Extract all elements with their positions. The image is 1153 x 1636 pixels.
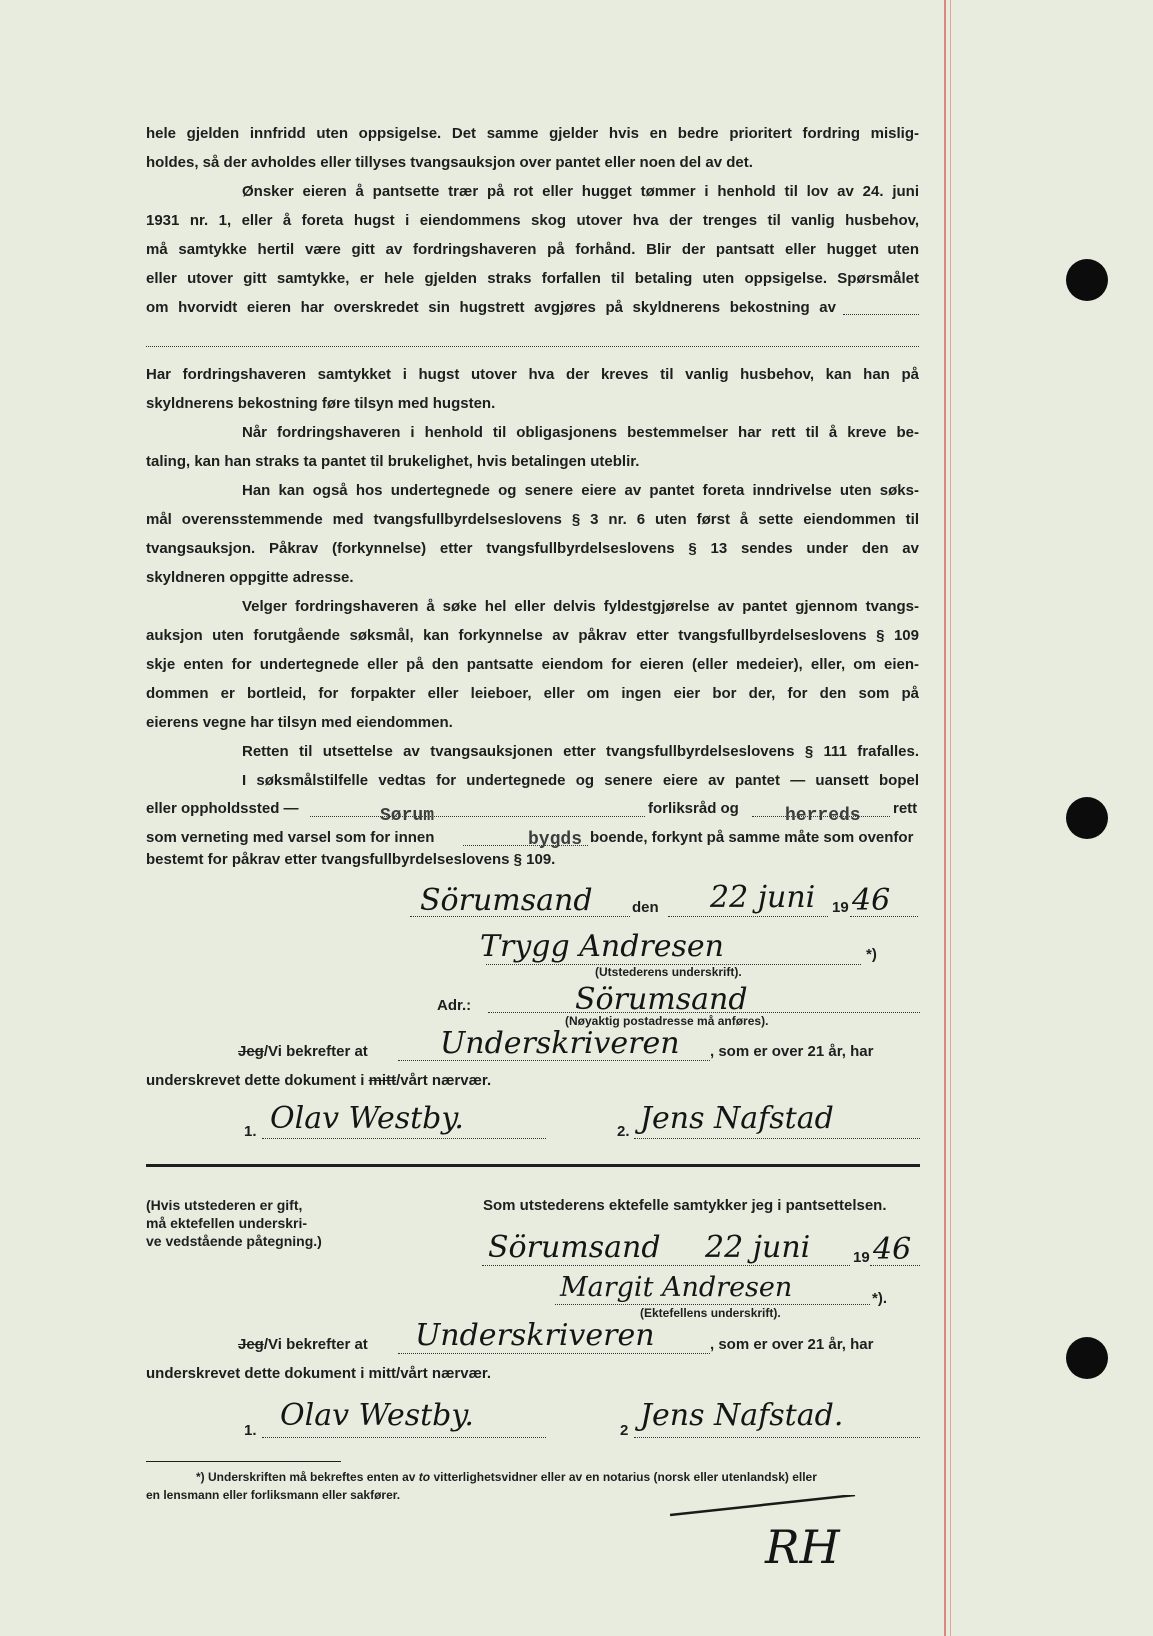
body-line: Han kan også hos undertegnede og senere eiere av pantet foreta inndrivelse uten søks- <box>242 482 919 499</box>
spouse-note-2: må ektefellen underskri- <box>146 1215 308 1231</box>
body-line: tvangsauksjon. Påkrav (forkynnelse) etter tvangsfullbyrdelseslovens § 13 sendes under den av <box>146 540 919 557</box>
asterisk-mark: *) <box>866 946 877 963</box>
stamp-herreds: herreds <box>785 806 861 826</box>
jeg-struck: Jeg <box>238 1043 264 1060</box>
spouse-signature: Margit Andresen <box>560 1272 793 1303</box>
adr-label: Adr.: <box>437 997 472 1014</box>
fill-line <box>668 915 828 917</box>
witness1-sig2: Jens Nafstad <box>640 1101 834 1136</box>
witness1-number-2: 2. <box>617 1123 630 1140</box>
spouse-year-suffix: 46 <box>873 1232 912 1267</box>
jeg-struck: Jeg <box>238 1336 264 1353</box>
spouse-caption: (Ektefellens underskrift). <box>640 1306 781 1320</box>
footnote-text: vitterlighetsvidner eller av en notarius (norsk eller utenlandsk) eller <box>433 1470 817 1484</box>
footnote-to: to <box>418 1470 431 1484</box>
body-line: I søksmålstilfelle vedtas for undertegnede og senere eiere av pantet — uansett bopel <box>242 772 919 789</box>
spouse-note-3: ve vedstående påtegning.) <box>146 1233 322 1249</box>
body-line: Ønsker eieren å pantsette trær på rot eller hugget tømmer i henhold til lov av 24. juni <box>242 183 919 200</box>
issuer-signature: Trygg Andresen <box>480 929 724 964</box>
body-line: eierens vegne har tilsyn med eiendommen. <box>146 714 453 731</box>
fill-line <box>410 915 630 917</box>
fill-line <box>310 815 645 817</box>
forliksrad-label: forliksråd og <box>648 800 739 817</box>
year-prefix: 19 <box>832 899 849 916</box>
punch-hole-middle <box>1066 797 1108 839</box>
address-value: Sörumsand <box>575 982 748 1017</box>
body-line: skyldneren oppgitte adresse. <box>146 569 354 586</box>
fill-line <box>262 1436 546 1438</box>
body-line: mål overensstemmende med tvangsfullbyrdelseslovens § 3 nr. 6 uten først å sette eiendommen til <box>146 511 919 528</box>
witness2-signed-by: Underskriveren <box>415 1318 655 1353</box>
witness2-over21: , som er over 21 år, har <box>710 1336 874 1353</box>
initials: RH <box>765 1520 840 1574</box>
witness1-underskrevet <box>146 1072 491 1089</box>
mitt-struck: mitt <box>368 1072 397 1089</box>
boende-label: boende, forkynt på samme måte som ovenfor <box>590 829 914 846</box>
signing-place: Sörumsand <box>420 883 593 918</box>
body-line: 1931 nr. 1, eller å foreta hugst i eiendommens skog utover hva der trenges til vanlig husbehov, <box>146 212 919 229</box>
fill-line <box>850 915 918 917</box>
address-caption: (Nøyaktig postadresse må anføres). <box>565 1014 769 1028</box>
punch-hole-top <box>1066 259 1108 301</box>
issuer-caption: (Utstederens underskrift). <box>595 965 742 979</box>
stamp-bygds: bygds <box>528 830 583 850</box>
body-line: skyldnerens bekostning føre tilsyn med hugsten. <box>146 395 496 412</box>
vi-bekrefter: /Vi bekrefter at <box>263 1043 368 1060</box>
footnote-rule <box>146 1461 341 1462</box>
fill-line <box>870 1264 920 1266</box>
body-line: eller utover gitt samtykke, er hele gjelden straks forfallen til betaling uten oppsigelse. Spørsmålet <box>146 270 919 287</box>
witness2-sig1: Olav Westby. <box>280 1398 474 1433</box>
body-line: dommen er bortleid, for forpakter eller leieboer, eller om ingen eier bor der, for den som på <box>146 685 919 702</box>
year-suffix: 46 <box>852 883 891 918</box>
fill-line <box>634 1137 920 1139</box>
punch-hole-bottom <box>1066 1337 1108 1379</box>
signing-date: 22 juni <box>710 880 816 915</box>
body-line: Har fordringshaveren samtykket i hugst utover hva der kreves til vanlig husbehov, kan han på <box>146 366 919 383</box>
spouse-asterisk: *). <box>872 1290 887 1307</box>
fill-line <box>398 1352 710 1354</box>
body-line: hele gjelden innfridd uten oppsigelse. Det samme gjelder hvis en bedre prioritert fordring mislig- <box>146 125 919 142</box>
section-divider <box>146 1164 920 1167</box>
body-line: om hvorvidt eieren har overskredet sin hugstrett avgjøres på skyldnerens bekostning av <box>146 299 836 316</box>
fill-line <box>262 1137 546 1139</box>
witness1-sig1: Olav Westby. <box>270 1101 464 1136</box>
footnote-text: *) Underskriften må bekreftes enten av <box>196 1470 416 1484</box>
vart-naervaer: /vårt nærvær. <box>396 1072 492 1089</box>
body-line: Retten til utsettelse av tvangsauksjonen etter tvangsfullbyrdelseslovens § 111 frafalles. <box>242 743 919 760</box>
witness2-number-1: 1. <box>244 1422 257 1439</box>
body-line: Velger fordringshaveren å søke hel eller delvis fyldestgjørelse av pantet gjennom tvangs- <box>242 598 919 615</box>
body-line: holdes, så der avholdes eller tillyses tvangsauksjon over pantet eller noen del av det. <box>146 154 753 171</box>
den-label: den <box>632 899 659 916</box>
footnote-line-2: en lensmann eller forliksmann eller sakfører. <box>146 1488 401 1502</box>
fill-line <box>634 1436 920 1438</box>
witness1-intro <box>238 1043 368 1060</box>
fill-line <box>482 1264 850 1266</box>
spouse-date: 22 juni <box>705 1230 811 1265</box>
footnote-line-1 <box>196 1470 817 1484</box>
margin-rule-secondary <box>950 0 951 1636</box>
opphold-label: eller oppholdssted — <box>146 800 299 817</box>
rett-label: rett <box>893 800 918 817</box>
witness2-underskrevet: underskrevet dette dokument i mitt/vårt nærvær. <box>146 1365 492 1382</box>
stamp-place: Sørum <box>380 806 435 826</box>
fill-line <box>843 313 919 315</box>
margin-rule <box>944 0 946 1636</box>
spouse-note-1: (Hvis utstederen er gift, <box>146 1197 303 1213</box>
underskrevet-text: underskrevet dette dokument i <box>146 1072 365 1089</box>
spouse-year-prefix: 19 <box>853 1249 870 1266</box>
body-line: taling, kan han straks ta pantet til brukelighet, hvis betalingen uteblir. <box>146 453 640 470</box>
spouse-consent: Som utstederens ektefelle samtykker jeg i pantsettelsen. <box>483 1197 887 1214</box>
witness2-sig2: Jens Nafstad. <box>640 1398 844 1433</box>
fill-line <box>555 1303 870 1305</box>
spouse-place: Sörumsand <box>488 1230 661 1265</box>
witness1-over21: , som er over 21 år, har <box>710 1043 874 1060</box>
witness2-number-2: 2 <box>620 1422 629 1439</box>
witness1-number-1: 1. <box>244 1123 257 1140</box>
witness2-intro <box>238 1336 368 1353</box>
body-line: må samtykke hertil være gitt av fordringshaveren på forhånd. Blir der pantsatt eller hugget uten <box>146 241 919 258</box>
body-line: skje enten for undertegnede eller på den pantsatte eiendom for eieren (eller medeier), eller, om eien- <box>146 656 919 673</box>
fill-line <box>398 1059 710 1061</box>
witness1-signed-by: Underskriveren <box>440 1026 680 1061</box>
body-line: auksjon uten forutgående søksmål, kan forkynnelse av påkrav etter tvangsfullbyrdelseslovens § 109 <box>146 627 919 644</box>
verneting-label: som verneting med varsel som for innen <box>146 829 435 846</box>
body-line: Når fordringshaveren i henhold til obligasjonens bestemmelser har rett til å kreve be- <box>242 424 919 441</box>
fill-line <box>488 1011 920 1013</box>
vi-bekrefter: /Vi bekrefter at <box>263 1336 368 1353</box>
fill-line <box>146 345 919 347</box>
bestemt-label: bestemt for påkrav etter tvangsfullbyrdelseslovens § 109. <box>146 851 556 868</box>
